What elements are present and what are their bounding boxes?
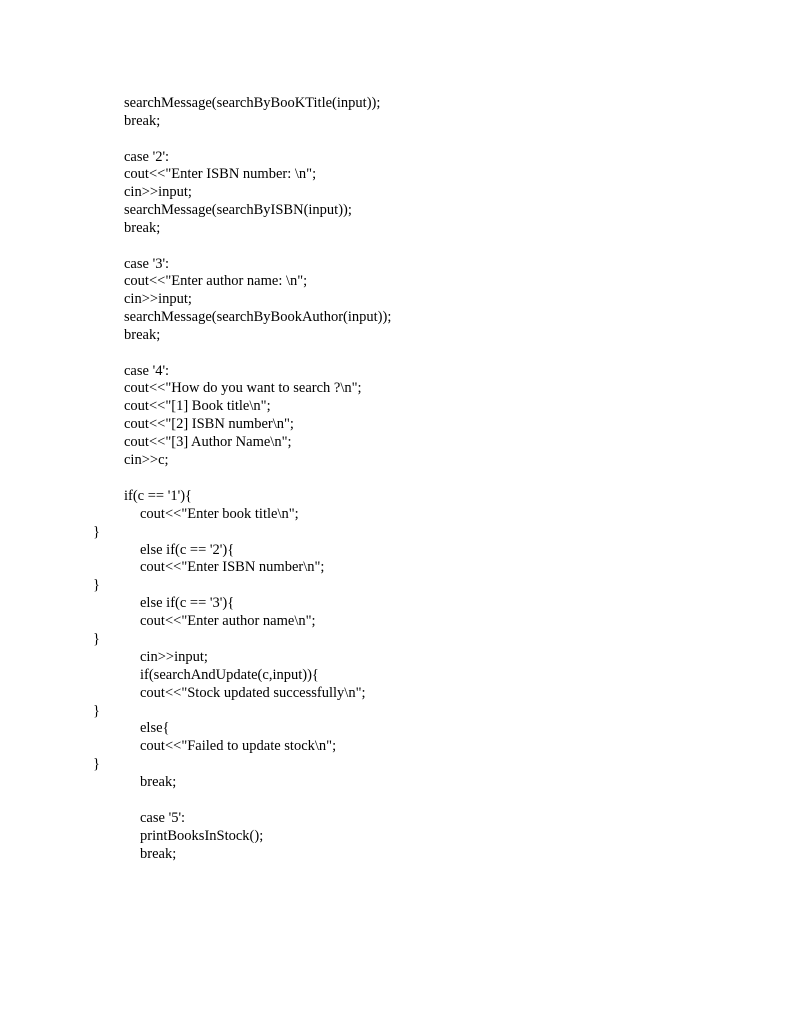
code-line: case '5': [140, 810, 186, 826]
code-line: cout<<"Enter author name\n"; [140, 613, 316, 629]
code-line: printBooksInStock(); [140, 828, 264, 844]
code-line: else if(c == '2'){ [140, 542, 235, 558]
code-line: searchMessage(searchByBooKTitle(input)); [124, 95, 381, 111]
code-line: cin>>input; [124, 184, 192, 200]
code-line: searchMessage(searchByBookAuthor(input)); [124, 309, 392, 325]
code-line: cout<<"Enter ISBN number: \n"; [124, 166, 317, 182]
code-line: if(searchAndUpdate(c,input)){ [140, 667, 319, 683]
code-line: cout<<"How do you want to search ?\n"; [124, 380, 362, 396]
code-line: case '3': [124, 256, 170, 272]
code-line: cout<<"Enter book title\n"; [140, 506, 299, 522]
code-line: cout<<"Enter ISBN number\n"; [140, 559, 325, 575]
code-line: if(c == '1'){ [124, 488, 192, 504]
code-line: break; [124, 113, 161, 129]
code-line: cout<<"[3] Author Name\n"; [124, 434, 292, 450]
code-line: break; [124, 327, 161, 343]
code-line: break; [124, 220, 161, 236]
code-line: } [93, 703, 100, 719]
code-line: else if(c == '3'){ [140, 595, 235, 611]
code-line: case '4': [124, 363, 170, 379]
code-line: else{ [140, 720, 170, 736]
code-line: break; [140, 846, 177, 862]
code-line: } [93, 631, 100, 647]
code-line: } [93, 756, 100, 772]
code-line: cout<<"Stock updated successfully\n"; [140, 685, 366, 701]
code-line: case '2': [124, 149, 170, 165]
code-line: cout<<"[2] ISBN number\n"; [124, 416, 294, 432]
code-line: } [93, 577, 100, 593]
code-line: cout<<"[1] Book title\n"; [124, 398, 271, 414]
code-line: cin>>c; [124, 452, 169, 468]
code-line: cin>>input; [140, 649, 208, 665]
code-line: cin>>input; [124, 291, 192, 307]
code-line: cout<<"Failed to update stock\n"; [140, 738, 337, 754]
code-line: searchMessage(searchByISBN(input)); [124, 202, 352, 218]
code-line: cout<<"Enter author name: \n"; [124, 273, 308, 289]
code-line: break; [140, 774, 177, 790]
code-line: } [93, 524, 100, 540]
